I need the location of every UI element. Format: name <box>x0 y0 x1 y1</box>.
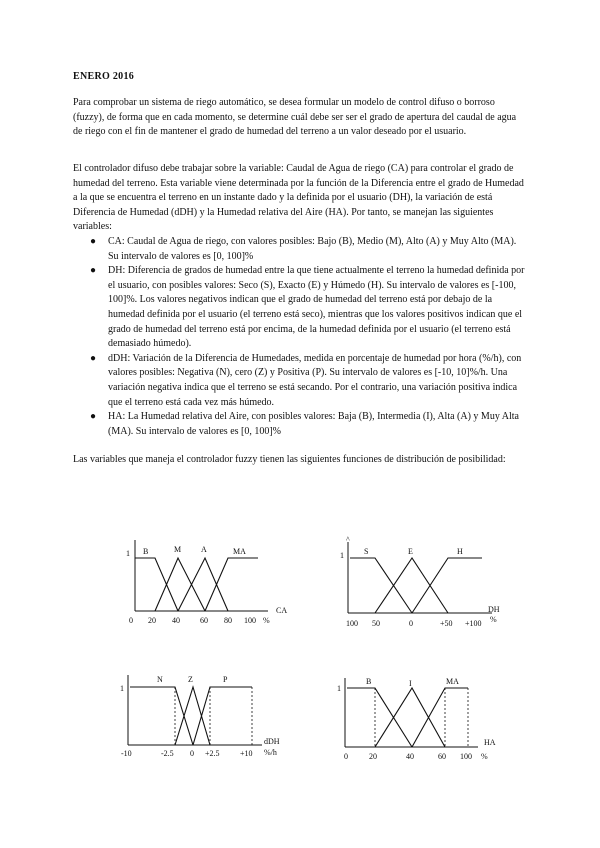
ddh-unit-label: %/h <box>264 748 277 757</box>
ddh-set-p-line <box>193 687 252 745</box>
ha-set-b-line <box>347 688 412 747</box>
list-item <box>73 410 525 439</box>
dh-tick-label: +100 <box>465 619 482 628</box>
ha-set-label: B <box>366 677 372 686</box>
ha-tick-label: 60 <box>438 752 446 761</box>
ca-set-label: MA <box>233 547 246 556</box>
dh-set-h-line <box>412 558 482 613</box>
ddh-tick-label: -10 <box>121 749 132 758</box>
dh-tick-label: +50 <box>440 619 453 628</box>
dh-set-label: H <box>457 547 463 556</box>
dh-variable-label: DH <box>488 605 500 614</box>
membership-functions-figure <box>0 530 600 780</box>
dh-set-label: E <box>408 547 413 556</box>
dh-y-one-label: 1 <box>340 551 344 560</box>
ha-set-label: MA <box>446 677 459 686</box>
bullet-text-ha: HA: La Humedad relativa del Aire, con posibles valores: Baja (B), Intermedia (I), Alta (A) y Muy Alta (MA). Su intervalo de valores es [0, 100]% <box>108 411 519 437</box>
ha-tick-label: 0 <box>344 752 348 761</box>
ha-variable-label: HA <box>484 738 496 747</box>
ca-tick-label: 0 <box>129 616 133 625</box>
dh-set-label: S <box>364 547 369 556</box>
dh-y-mu-label: ^ <box>346 535 350 544</box>
ca-tick-label: 60 <box>200 616 208 625</box>
ca-set-a-line <box>178 558 228 611</box>
list-item <box>73 235 525 264</box>
description-paragraph: El controlador difuso debe trabajar sobre la variable: Caudal de Agua de riego (CA) para controlar el grado de humedad del terreno. Esta variable viene determinada por la función de la Diferencia entre el grado de Humedad a la que se encuentra el terreno en un instante dado y la definida por el usuario (DH), la variación de está Diferencia de Humedad (dDH) y la Humedad relativa del Aire (HA). Por tanto, se manejan las siguientes variables: <box>73 163 524 233</box>
bullet-icon: ● <box>90 236 97 247</box>
chart-ha <box>337 677 496 761</box>
bullet-text-ddh: dDH: Variación de la Diferencia de Humedades, medida en porcentaje de humedad por hora (%/h), con valores posibles: Negativa (N), cero (Z) y Positiva (P). Su intervalo de valores es [-10, 10]%/h. Una variación negativa indica que el terreno se está secando. Por el contrario, una variación positiva indica que el terreno está cada vez más húmedo. <box>108 352 522 408</box>
chart-ca <box>126 540 287 625</box>
ddh-y-one-label: 1 <box>120 684 124 693</box>
ddh-set-label: N <box>157 675 163 684</box>
ha-tick-label: 20 <box>369 752 377 761</box>
ha-tick-label: 40 <box>406 752 414 761</box>
ca-tick-label: 100 <box>244 616 256 625</box>
dh-tick-label: 0 <box>409 619 413 628</box>
functions-intro-paragraph: Las variables que maneja el controlador fuzzy tienen las siguientes funciones de distribución de posibilidad: <box>73 454 506 465</box>
bullet-icon: ● <box>90 265 97 277</box>
ca-set-label: A <box>201 545 207 554</box>
ca-tick-label: 20 <box>148 616 156 625</box>
ddh-tick-label: 0 <box>190 749 194 758</box>
ddh-tick-label: -2.5 <box>161 749 174 758</box>
ddh-set-label: P <box>223 675 228 684</box>
bullet-icon: ● <box>90 411 97 423</box>
ha-y-one-label: 1 <box>337 684 341 693</box>
ha-set-label: I <box>409 679 412 688</box>
ca-variable-label: CA <box>276 606 288 615</box>
ca-set-b-line <box>135 558 178 611</box>
ddh-variable-label: dDH <box>264 737 280 746</box>
ca-y-one-label: 1 <box>126 549 130 558</box>
ca-set-ma-line <box>205 558 258 611</box>
bullet-text-dh: DH: Diferencia de grados de humedad entre la que tiene actualmente el terreno la humedad definida por el usuario, con posibles valores: Seco (S), Exacto (E) y Húmedo (H). Su intervalo de valores es [-100, 100]%. Los valores negativos indican que el grado de humedad del terreno está por debajo de la humedad definida por el usuario (el terreno está seco), mientras que los valores positivos indican que el grado de humedad del terreno está por encima, de la humedad definida por el usuario (el terreno está demasiado húmedo). <box>108 265 525 350</box>
ha-unit-label: % <box>481 752 488 761</box>
ca-unit-label: % <box>263 616 270 625</box>
intro-paragraph: Para comprobar un sistema de riego automático, se desea formular un modelo de control difuso o borroso (fuzzy), de forma que en cada momento, se determine cuál debe ser ser el grado de apertura del caudal de agua de riego con el fin de mantener el grado de humedad del terreno a un valor deseado por el usuario. <box>73 97 517 138</box>
ha-tick-label: 100 <box>460 752 472 761</box>
ca-set-label: M <box>174 545 182 554</box>
dh-set-e-line <box>375 558 448 613</box>
ddh-tick-label: +10 <box>240 749 253 758</box>
dh-tick-label: 50 <box>372 619 380 628</box>
ha-set-i-line <box>375 688 445 747</box>
bullet-text-ca: CA: Caudal de Agua de riego, con valores posibles: Bajo (B), Medio (M), Alto (A) y Muy Alto (MA). Su intervalo de valores es [0, 100]% <box>108 236 517 262</box>
ddh-tick-label: +2.5 <box>205 749 220 758</box>
dh-unit-label: % <box>490 615 497 624</box>
list-item <box>73 264 525 352</box>
list-item <box>73 352 525 410</box>
ddh-set-z-line <box>175 687 210 745</box>
variables-list <box>73 235 525 439</box>
chart-dh <box>340 535 500 628</box>
ca-tick-label: 40 <box>172 616 180 625</box>
ca-tick-label: 80 <box>224 616 232 625</box>
ca-set-label: B <box>143 547 149 556</box>
ddh-set-label: Z <box>188 675 193 684</box>
ca-set-m-line <box>155 558 205 611</box>
bullet-icon: ● <box>90 352 97 364</box>
chart-ddh <box>120 675 280 758</box>
dh-tick-label: 100 <box>346 619 358 628</box>
document-heading: ENERO 2016 <box>73 71 135 82</box>
